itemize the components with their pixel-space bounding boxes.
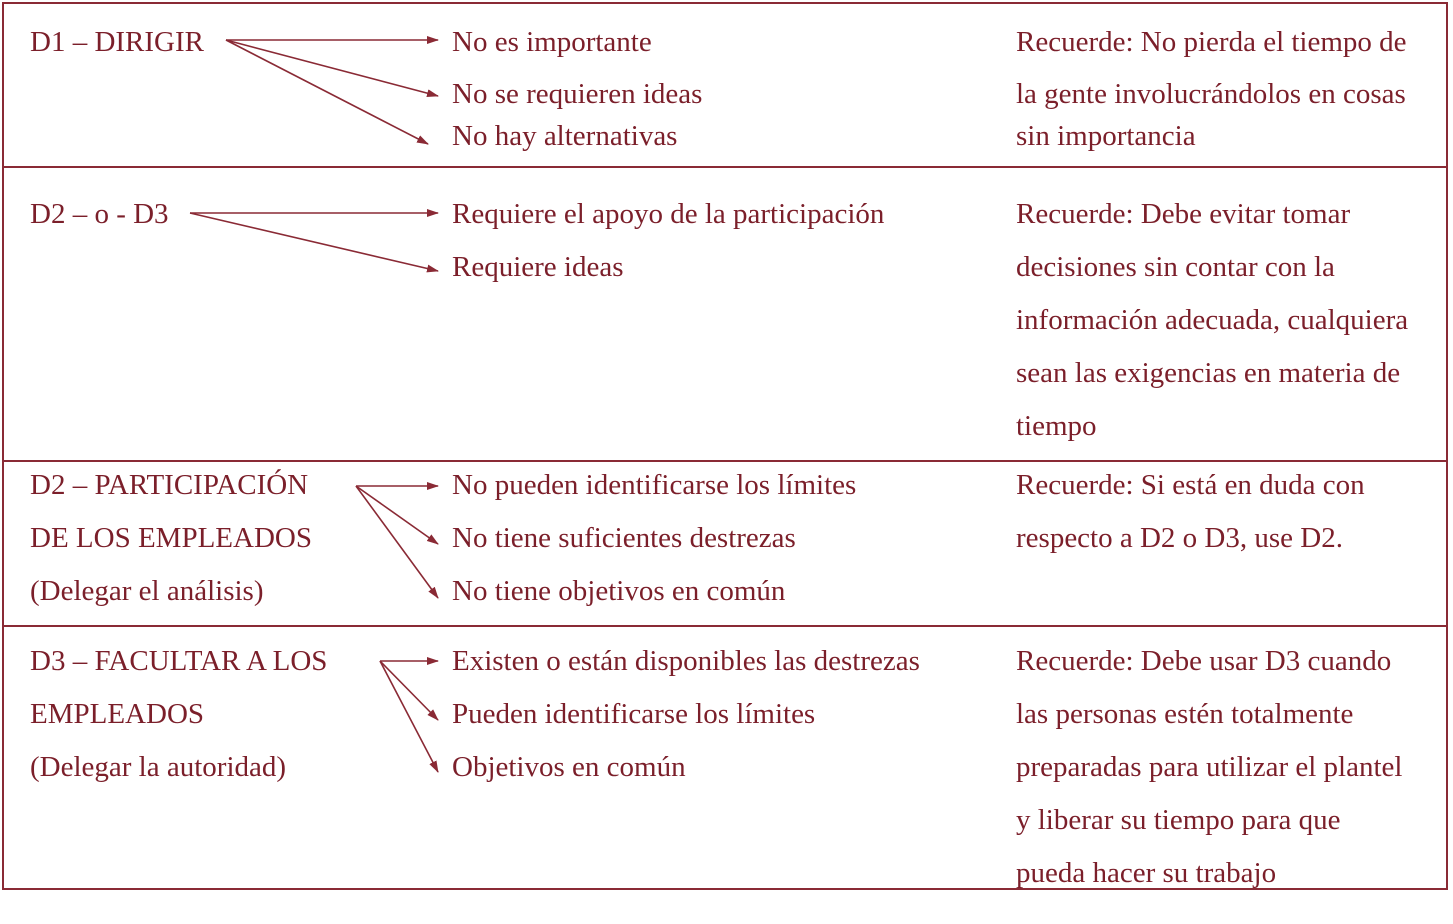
row2-reminder-line-4: sean las exigencias en materia de — [1016, 357, 1401, 389]
row3-condition-1: No pueden identificarse los límites — [452, 469, 857, 501]
row3-condition-2: No tiene suficientes destrezas — [452, 522, 796, 554]
row1-style-label: D1 – DIRIGIR — [30, 26, 204, 58]
row4-condition-2: Pueden identificarse los límites — [452, 698, 816, 730]
row4-style-label-line-1: D3 – FACULTAR A LOS — [30, 645, 328, 677]
row1-reminder-line-1: Recuerde: No pierda el tiempo de — [1016, 26, 1407, 58]
row2-style-label: D2 – o - D3 — [30, 198, 169, 230]
row4-style-label-line-2: EMPLEADOS — [30, 698, 205, 730]
row1-reminder-line-2: la gente involucrándolos en cosas — [1016, 78, 1406, 110]
row3-condition-3: No tiene objetivos en común — [452, 575, 786, 607]
row3-style-label-line-1: D2 – PARTICIPACIÓN — [30, 469, 309, 501]
row1-reminder-line-3: sin importancia — [1016, 120, 1196, 152]
row1-condition-1: No es importante — [452, 26, 652, 58]
row4-condition-3: Objetivos en común — [452, 751, 686, 783]
row3-reminder-line-1: Recuerde: Si está en duda con — [1016, 469, 1365, 501]
row4-style-label-line-3: (Delegar la autoridad) — [30, 751, 287, 783]
row4-reminder-line-3: preparadas para utilizar el plantel — [1016, 751, 1403, 783]
row2-condition-1: Requiere el apoyo de la participación — [452, 198, 885, 230]
row3-style-label-line-3: (Delegar el análisis) — [30, 575, 264, 607]
arrow-row1-to-condition-3 — [226, 40, 428, 144]
arrow-row3-to-condition-3 — [356, 486, 438, 598]
row4-reminder-line-2: las personas estén totalmente — [1016, 698, 1354, 730]
row2-condition-2: Requiere ideas — [452, 251, 624, 283]
row2-reminder-line-3: información adecuada, cualquiera — [1016, 304, 1409, 336]
arrow-row4-to-condition-2 — [380, 661, 438, 720]
row1-condition-2: No se requieren ideas — [452, 78, 703, 110]
row3-reminder-line-2: respecto a D2 o D3, use D2. — [1016, 522, 1343, 554]
row4-condition-1: Existen o están disponibles las destrezas — [452, 645, 920, 677]
row2-reminder-line-1: Recuerde: Debe evitar tomar — [1016, 198, 1351, 230]
arrow-row3-to-condition-2 — [356, 486, 438, 544]
arrow-row4-to-condition-3 — [380, 661, 438, 772]
row2-reminder-line-2: decisiones sin contar con la — [1016, 251, 1335, 283]
arrow-row1-to-condition-2 — [226, 40, 438, 96]
row2-reminder-line-5: tiempo — [1016, 410, 1097, 442]
row4-reminder-line-5: pueda hacer su trabajo — [1016, 857, 1277, 889]
row4-reminder-line-1: Recuerde: Debe usar D3 cuando — [1016, 645, 1392, 677]
arrow-row2-to-condition-2 — [190, 213, 438, 271]
row3-style-label-line-2: DE LOS EMPLEADOS — [30, 522, 312, 554]
row1-condition-3: No hay alternativas — [452, 120, 678, 152]
row4-reminder-line-4: y liberar su tiempo para que — [1016, 804, 1341, 836]
